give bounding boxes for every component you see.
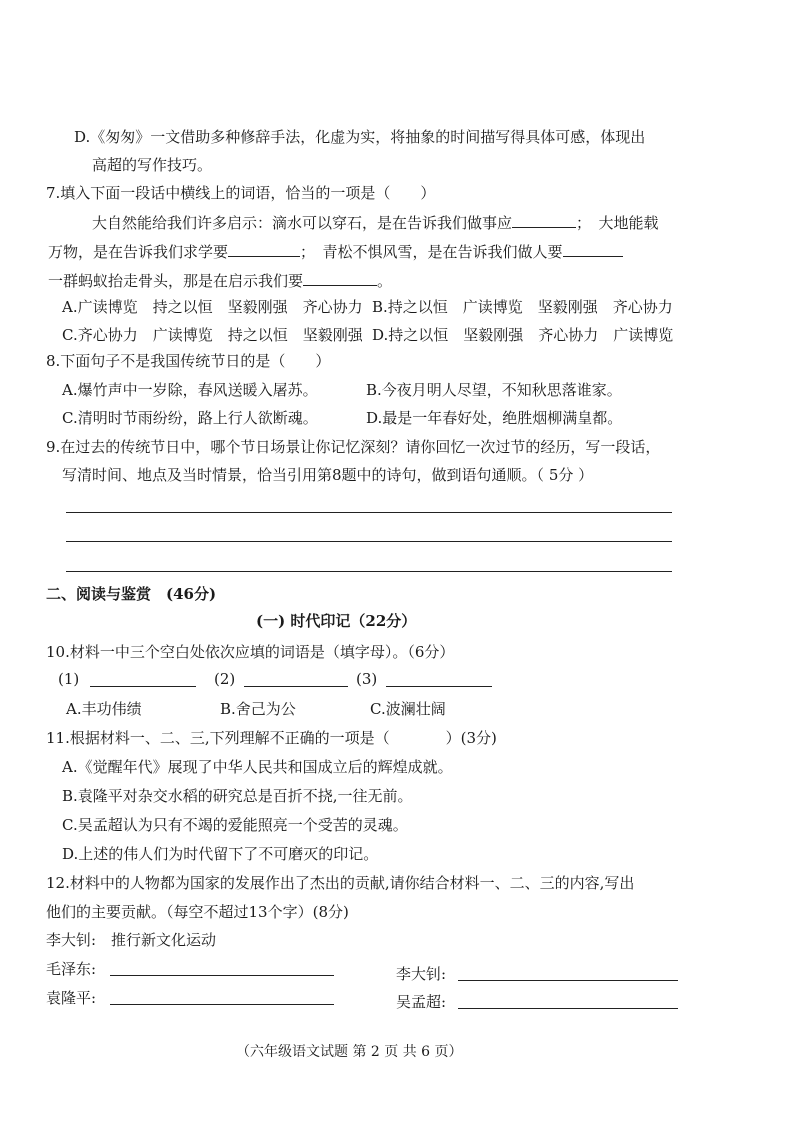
- q7-passage-text: ； 青松不惧风雪，是在告诉我们做人要: [300, 243, 563, 261]
- page-footer: （六年级语文试题 第 2 页 共 6 页）: [236, 1044, 463, 1060]
- q10-blank-2-label: (2): [214, 670, 236, 688]
- q7-passage-line3: [48, 270, 392, 291]
- q7-option-b: B.持之以恒 广读博览 坚毅刚强 齐心协力: [372, 298, 673, 316]
- q7-option-d: D.持之以恒 坚毅刚强 齐心协力 广读博览: [372, 326, 674, 344]
- q7-answer-blank-4[interactable]: [303, 271, 377, 286]
- q7-stem: 7.填入下面一段话中横线上的词语，恰当的一项是（ ）: [46, 184, 436, 202]
- q11-option-b: B.袁隆平对杂交水稻的研究总是百折不挠,一往无前。: [62, 787, 413, 805]
- q12-mao-label: 毛泽东:: [46, 960, 97, 978]
- q12-yuan-label: 袁隆平:: [46, 989, 97, 1007]
- q7-option-a: A.广读博览 持之以恒 坚毅刚强 齐心协力: [62, 298, 363, 316]
- q10-blank-3-label: (3): [356, 670, 378, 688]
- q7-passage-text: 万物，是在告诉我们求学要: [48, 243, 229, 261]
- q12-example: 李大钊: 推行新文化运动: [46, 931, 217, 949]
- q7-option-c: C.齐心协力 广读博览 持之以恒 坚毅刚强: [62, 326, 363, 344]
- q7-answer-blank-3[interactable]: [563, 242, 623, 257]
- q9-answer-line-2[interactable]: [66, 541, 672, 542]
- q12-wu-answer-line[interactable]: [458, 1008, 678, 1009]
- q9-answer-line-1[interactable]: [66, 512, 672, 513]
- q7-passage-text: 。: [377, 272, 393, 290]
- q12-stem-line1: 12.材料中的人物都为国家的发展作出了杰出的贡献,请你结合材料一、二、三的内容,写出: [46, 874, 635, 892]
- q6-option-d-line2: 高超的写作技巧。: [92, 156, 213, 174]
- q8-stem: 8.下面句子不是我国传统节日的是（ ）: [46, 352, 331, 370]
- q8-option-c: C.清明时节雨纷纷，路上行人欲断魂。: [62, 409, 318, 427]
- subsection-title: (一) 时代印记（22分）: [256, 612, 417, 630]
- q10-option-b: B.舍己为公: [220, 700, 296, 718]
- q7-passage-text: 大自然能给我们许多启示：滴水可以穿石，是在告诉我们做事应: [92, 214, 513, 232]
- q11-stem: [46, 727, 497, 748]
- q7-answer-blank-2[interactable]: [228, 242, 300, 257]
- q7-passage-line2: [48, 241, 623, 262]
- q10-blank-1-label: (1): [58, 670, 80, 688]
- q11-stem-text: 11.根据材料一、二、三,下列理解不正确的一项是（: [46, 729, 390, 747]
- q10-stem: 10.材料一中三个空白处依次应填的词语是（填字母）。（6分）: [46, 643, 455, 661]
- q8-option-a: A.爆竹声中一岁除，春风送暖入屠苏。: [62, 381, 318, 399]
- q8-option-d: D.最是一年春好处，绝胜烟柳满皇都。: [366, 409, 623, 427]
- q9-stem-line2: 写清时间、地点及当时情景，恰当引用第8题中的诗句，做到语句通顺。（ 5分 ）: [62, 466, 594, 484]
- q12-wu-label: 吴孟超:: [396, 993, 447, 1011]
- section-title: 二、阅读与鉴赏 (46分): [46, 585, 217, 603]
- q10-option-c: C.波澜壮阔: [370, 700, 446, 718]
- q8-option-b: B.今夜月明人尽望，不知秋思落谁家。: [366, 381, 622, 399]
- q9-stem-line1: 9.在过去的传统节日中，哪个节日场景让你记忆深刻？请你回忆一次过节的经历，写一段话，: [46, 438, 661, 456]
- q7-answer-blank-1[interactable]: [512, 213, 576, 228]
- q7-passage-line1: [92, 212, 659, 233]
- q10-answer-blank-1[interactable]: [90, 686, 196, 687]
- q11-option-c: C.吴孟超认为只有不竭的爱能照亮一个受苦的灵魂。: [62, 816, 408, 834]
- q12-mao-answer-line[interactable]: [110, 975, 334, 976]
- q10-answer-blank-3[interactable]: [386, 686, 492, 687]
- q7-passage-text: ； 大地能载: [576, 214, 659, 232]
- q6-option-d-line1: D.《匆匆》一文借助多种修辞手法，化虚为实，将抽象的时间描写得具体可感，体现出: [74, 128, 646, 146]
- q11-option-d: D.上述的伟人们为时代留下了不可磨灭的印记。: [62, 845, 379, 863]
- q12-li-answer-line[interactable]: [458, 980, 678, 981]
- q11-option-a: A.《觉醒年代》展现了中华人民共和国成立后的辉煌成就。: [62, 758, 453, 776]
- q10-answer-blank-2[interactable]: [244, 686, 348, 687]
- q11-stem-score: ）(3分): [445, 729, 497, 747]
- q9-answer-line-3[interactable]: [66, 571, 672, 572]
- q12-li-label: 李大钊:: [396, 965, 447, 983]
- q10-option-a: A.丰功伟绩: [66, 700, 142, 718]
- q12-yuan-answer-line[interactable]: [110, 1004, 334, 1005]
- q12-stem-line2: 他们的主要贡献。（每空不超过13个字）(8分): [46, 903, 349, 921]
- q7-passage-text: 一群蚂蚁抬走骨头，那是在启示我们要: [48, 272, 304, 290]
